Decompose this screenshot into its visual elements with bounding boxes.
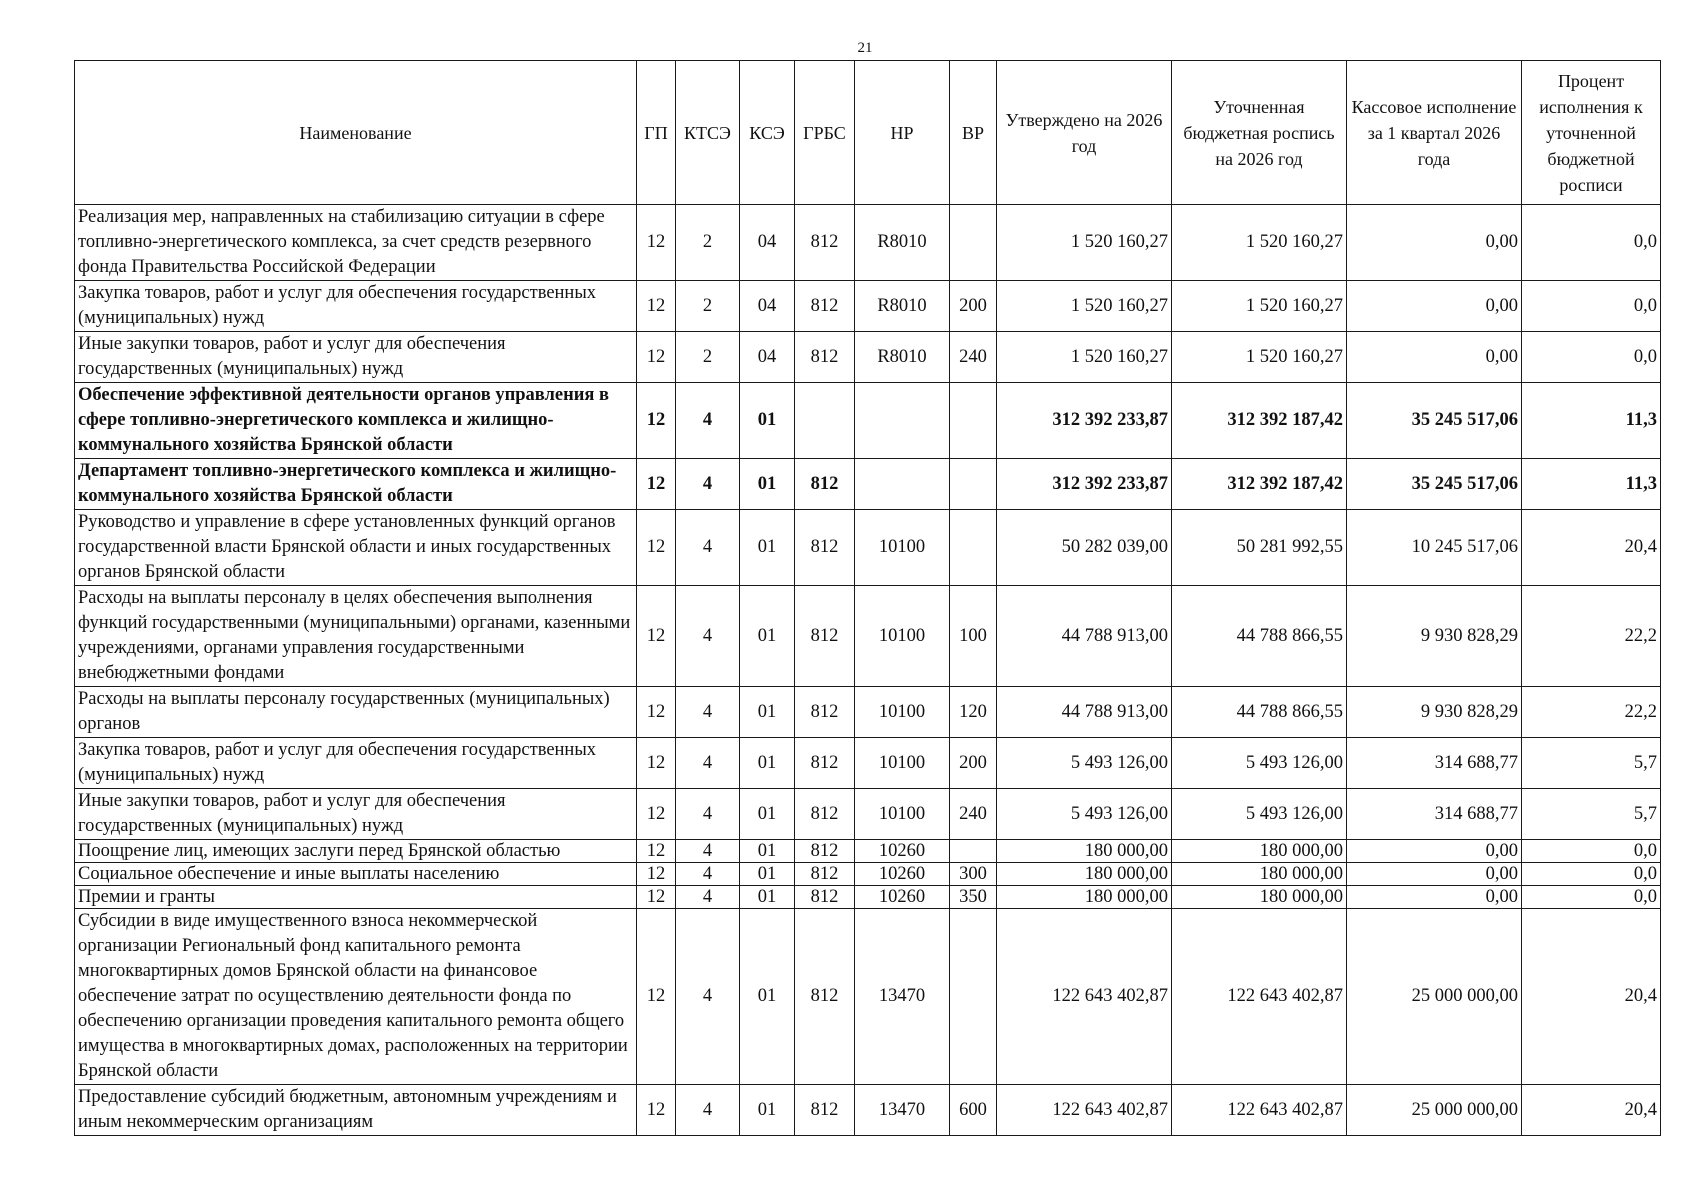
cell-approved: 44 788 913,00 (997, 586, 1172, 687)
table-row (75, 863, 1661, 886)
table-row (75, 1085, 1661, 1136)
table-row (75, 738, 1661, 789)
header-ktse: КТСЭ (676, 61, 740, 205)
cell-percent: 0,0 (1522, 886, 1661, 909)
cell-name: Премии и гранты (75, 886, 637, 909)
cell-ktse: 2 (676, 281, 740, 332)
cell-percent: 5,7 (1522, 789, 1661, 840)
cell-approved: 1 520 160,27 (997, 332, 1172, 383)
cell-name: Расходы на выплаты персоналу государственных (муниципальных) органов (75, 687, 637, 738)
cell-gp: 12 (637, 332, 676, 383)
cell-kse: 01 (740, 738, 795, 789)
cell-refined: 122 643 402,87 (1172, 1085, 1347, 1136)
cell-nr (855, 383, 950, 459)
cell-kse: 01 (740, 383, 795, 459)
cell-cash: 314 688,77 (1347, 789, 1522, 840)
cell-ktse: 4 (676, 840, 740, 863)
cell-kse: 01 (740, 863, 795, 886)
cell-grbs: 812 (795, 205, 855, 281)
cell-kse: 01 (740, 886, 795, 909)
cell-kse: 01 (740, 1085, 795, 1136)
cell-ktse: 4 (676, 510, 740, 586)
header-kse: КСЭ (740, 61, 795, 205)
cell-nr: 10100 (855, 586, 950, 687)
cell-cash: 35 245 517,06 (1347, 383, 1522, 459)
cell-cash: 9 930 828,29 (1347, 586, 1522, 687)
header-cash: Кассовое исполнение за 1 квартал 2026 года (1347, 61, 1522, 205)
cell-gp: 12 (637, 510, 676, 586)
cell-name: Иные закупки товаров, работ и услуг для обеспечения государственных (муниципальных) нужд (75, 332, 637, 383)
cell-ktse: 4 (676, 586, 740, 687)
cell-refined: 122 643 402,87 (1172, 909, 1347, 1085)
cell-cash: 35 245 517,06 (1347, 459, 1522, 510)
cell-cash: 0,00 (1347, 886, 1522, 909)
cell-nr: R8010 (855, 332, 950, 383)
cell-name: Иные закупки товаров, работ и услуг для обеспечения государственных (муниципальных) нужд (75, 789, 637, 840)
cell-gp: 12 (637, 909, 676, 1085)
cell-name: Обеспечение эффективной деятельности органов управления в сфере топливно-энергетического комплекса и жилищно-коммунального хозяйства Брянской области (75, 383, 637, 459)
cell-refined: 180 000,00 (1172, 886, 1347, 909)
table-row (75, 459, 1661, 510)
cell-grbs: 812 (795, 863, 855, 886)
cell-refined: 1 520 160,27 (1172, 281, 1347, 332)
cell-percent: 5,7 (1522, 738, 1661, 789)
cell-kse: 04 (740, 332, 795, 383)
cell-percent: 0,0 (1522, 863, 1661, 886)
cell-gp: 12 (637, 886, 676, 909)
cell-percent: 0,0 (1522, 332, 1661, 383)
header-gp: ГП (637, 61, 676, 205)
cell-percent: 20,4 (1522, 909, 1661, 1085)
header-name: Наименование (75, 61, 637, 205)
cell-grbs: 812 (795, 886, 855, 909)
cell-ktse: 4 (676, 738, 740, 789)
cell-kse: 01 (740, 459, 795, 510)
table-row (75, 383, 1661, 459)
cell-name: Закупка товаров, работ и услуг для обеспечения государственных (муниципальных) нужд (75, 281, 637, 332)
cell-gp: 12 (637, 459, 676, 510)
cell-refined: 312 392 187,42 (1172, 459, 1347, 510)
cell-approved: 122 643 402,87 (997, 909, 1172, 1085)
cell-kse: 01 (740, 586, 795, 687)
cell-name: Расходы на выплаты персоналу в целях обеспечения выполнения функций государственными (муниципальными) органами, казенными учреждениями, органами управления государственными внебюджетными фондами (75, 586, 637, 687)
cell-vr: 200 (950, 281, 997, 332)
table-row (75, 886, 1661, 909)
cell-cash: 0,00 (1347, 840, 1522, 863)
cell-grbs (795, 383, 855, 459)
cell-nr (855, 459, 950, 510)
cell-approved: 44 788 913,00 (997, 687, 1172, 738)
cell-percent: 20,4 (1522, 510, 1661, 586)
table-row (75, 510, 1661, 586)
cell-ktse: 4 (676, 1085, 740, 1136)
cell-cash: 9 930 828,29 (1347, 687, 1522, 738)
cell-gp: 12 (637, 863, 676, 886)
cell-name: Руководство и управление в сфере установленных функций органов государственной власти Брянской области и иных государственных органов Брянской области (75, 510, 637, 586)
cell-gp: 12 (637, 1085, 676, 1136)
table-header-row (75, 61, 1661, 205)
cell-nr: 10100 (855, 738, 950, 789)
cell-approved: 180 000,00 (997, 840, 1172, 863)
cell-gp: 12 (637, 789, 676, 840)
cell-approved: 312 392 233,87 (997, 459, 1172, 510)
cell-vr (950, 840, 997, 863)
cell-vr (950, 510, 997, 586)
cell-nr: 10260 (855, 886, 950, 909)
cell-gp: 12 (637, 738, 676, 789)
cell-percent: 22,2 (1522, 687, 1661, 738)
table-row (75, 281, 1661, 332)
cell-nr: R8010 (855, 281, 950, 332)
cell-nr: 13470 (855, 909, 950, 1085)
cell-name: Предоставление субсидий бюджетным, автономным учреждениям и иным некоммерческим организациям (75, 1085, 637, 1136)
cell-vr (950, 459, 997, 510)
cell-grbs: 812 (795, 840, 855, 863)
header-approved: Утверждено на 2026 год (997, 61, 1172, 205)
header-percent: Процент исполнения к уточненной бюджетной росписи (1522, 61, 1661, 205)
cell-nr: 13470 (855, 1085, 950, 1136)
cell-ktse: 4 (676, 863, 740, 886)
cell-refined: 5 493 126,00 (1172, 789, 1347, 840)
budget-table (74, 60, 1661, 1136)
cell-nr: 10260 (855, 863, 950, 886)
cell-approved: 312 392 233,87 (997, 383, 1172, 459)
cell-cash: 25 000 000,00 (1347, 909, 1522, 1085)
cell-cash: 0,00 (1347, 281, 1522, 332)
cell-refined: 1 520 160,27 (1172, 205, 1347, 281)
cell-grbs: 812 (795, 789, 855, 840)
cell-kse: 01 (740, 789, 795, 840)
cell-refined: 180 000,00 (1172, 840, 1347, 863)
cell-grbs: 812 (795, 586, 855, 687)
cell-gp: 12 (637, 687, 676, 738)
cell-vr: 240 (950, 789, 997, 840)
cell-grbs: 812 (795, 510, 855, 586)
cell-percent: 0,0 (1522, 281, 1661, 332)
cell-ktse: 2 (676, 332, 740, 383)
cell-name: Департамент топливно-энергетического комплекса и жилищно-коммунального хозяйства Брянской области (75, 459, 637, 510)
table-row (75, 909, 1661, 1085)
cell-kse: 04 (740, 281, 795, 332)
cell-nr: 10100 (855, 510, 950, 586)
cell-vr (950, 205, 997, 281)
cell-name: Социальное обеспечение и иные выплаты населению (75, 863, 637, 886)
cell-grbs: 812 (795, 738, 855, 789)
cell-kse: 01 (740, 840, 795, 863)
cell-approved: 1 520 160,27 (997, 205, 1172, 281)
cell-ktse: 4 (676, 886, 740, 909)
cell-cash: 0,00 (1347, 863, 1522, 886)
page-number: 21 (857, 40, 873, 56)
cell-approved: 5 493 126,00 (997, 789, 1172, 840)
table-row (75, 205, 1661, 281)
cell-percent: 22,2 (1522, 586, 1661, 687)
cell-kse: 04 (740, 205, 795, 281)
cell-refined: 180 000,00 (1172, 863, 1347, 886)
cell-gp: 12 (637, 281, 676, 332)
table-row (75, 687, 1661, 738)
cell-cash: 25 000 000,00 (1347, 1085, 1522, 1136)
header-refined: Уточненная бюджетная роспись на 2026 год (1172, 61, 1347, 205)
cell-ktse: 4 (676, 459, 740, 510)
cell-vr: 200 (950, 738, 997, 789)
cell-approved: 122 643 402,87 (997, 1085, 1172, 1136)
cell-kse: 01 (740, 909, 795, 1085)
cell-name: Закупка товаров, работ и услуг для обеспечения государственных (муниципальных) нужд (75, 738, 637, 789)
table-row (75, 789, 1661, 840)
cell-gp: 12 (637, 383, 676, 459)
cell-grbs: 812 (795, 687, 855, 738)
cell-name: Субсидии в виде имущественного взноса некоммерческой организации Региональный фонд капитального ремонта многоквартирных домов Брянской области на финансовое обеспечение затрат по осуществлению деятельности фонда по обеспечению организации проведения капитального ремонта общего имущества в многоквартирных домах, расположенных на территории Брянской области (75, 909, 637, 1085)
cell-grbs: 812 (795, 909, 855, 1085)
cell-cash: 0,00 (1347, 205, 1522, 281)
cell-grbs: 812 (795, 281, 855, 332)
table-row (75, 332, 1661, 383)
cell-approved: 50 282 039,00 (997, 510, 1172, 586)
cell-nr: 10100 (855, 789, 950, 840)
cell-nr: 10100 (855, 687, 950, 738)
cell-approved: 180 000,00 (997, 863, 1172, 886)
cell-gp: 12 (637, 840, 676, 863)
header-vr: ВР (950, 61, 997, 205)
cell-gp: 12 (637, 586, 676, 687)
cell-ktse: 4 (676, 789, 740, 840)
cell-ktse: 4 (676, 383, 740, 459)
cell-approved: 1 520 160,27 (997, 281, 1172, 332)
cell-name: Реализация мер, направленных на стабилизацию ситуации в сфере топливно-энергетического комплекса, за счет средств резервного фонда Правительства Российской Федерации (75, 205, 637, 281)
cell-cash: 10 245 517,06 (1347, 510, 1522, 586)
cell-grbs: 812 (795, 332, 855, 383)
cell-vr: 120 (950, 687, 997, 738)
cell-vr (950, 383, 997, 459)
cell-nr: 10260 (855, 840, 950, 863)
cell-kse: 01 (740, 510, 795, 586)
cell-gp: 12 (637, 205, 676, 281)
header-grbs: ГРБС (795, 61, 855, 205)
cell-vr: 100 (950, 586, 997, 687)
cell-vr: 600 (950, 1085, 997, 1136)
cell-grbs: 812 (795, 459, 855, 510)
cell-vr: 350 (950, 886, 997, 909)
cell-refined: 1 520 160,27 (1172, 332, 1347, 383)
cell-vr (950, 909, 997, 1085)
cell-ktse: 2 (676, 205, 740, 281)
cell-cash: 0,00 (1347, 332, 1522, 383)
cell-name: Поощрение лиц, имеющих заслуги перед Брянской областью (75, 840, 637, 863)
cell-percent: 20,4 (1522, 1085, 1661, 1136)
cell-cash: 314 688,77 (1347, 738, 1522, 789)
cell-refined: 50 281 992,55 (1172, 510, 1347, 586)
table-row (75, 586, 1661, 687)
cell-grbs: 812 (795, 1085, 855, 1136)
table-row (75, 840, 1661, 863)
cell-percent: 0,0 (1522, 840, 1661, 863)
cell-approved: 180 000,00 (997, 886, 1172, 909)
cell-refined: 44 788 866,55 (1172, 687, 1347, 738)
cell-ktse: 4 (676, 909, 740, 1085)
cell-nr: R8010 (855, 205, 950, 281)
cell-vr: 300 (950, 863, 997, 886)
table-body (75, 205, 1661, 1136)
header-nr: НР (855, 61, 950, 205)
cell-percent: 11,3 (1522, 459, 1661, 510)
cell-vr: 240 (950, 332, 997, 383)
cell-refined: 44 788 866,55 (1172, 586, 1347, 687)
cell-percent: 11,3 (1522, 383, 1661, 459)
cell-kse: 01 (740, 687, 795, 738)
cell-refined: 312 392 187,42 (1172, 383, 1347, 459)
cell-ktse: 4 (676, 687, 740, 738)
cell-percent: 0,0 (1522, 205, 1661, 281)
cell-approved: 5 493 126,00 (997, 738, 1172, 789)
cell-refined: 5 493 126,00 (1172, 738, 1347, 789)
